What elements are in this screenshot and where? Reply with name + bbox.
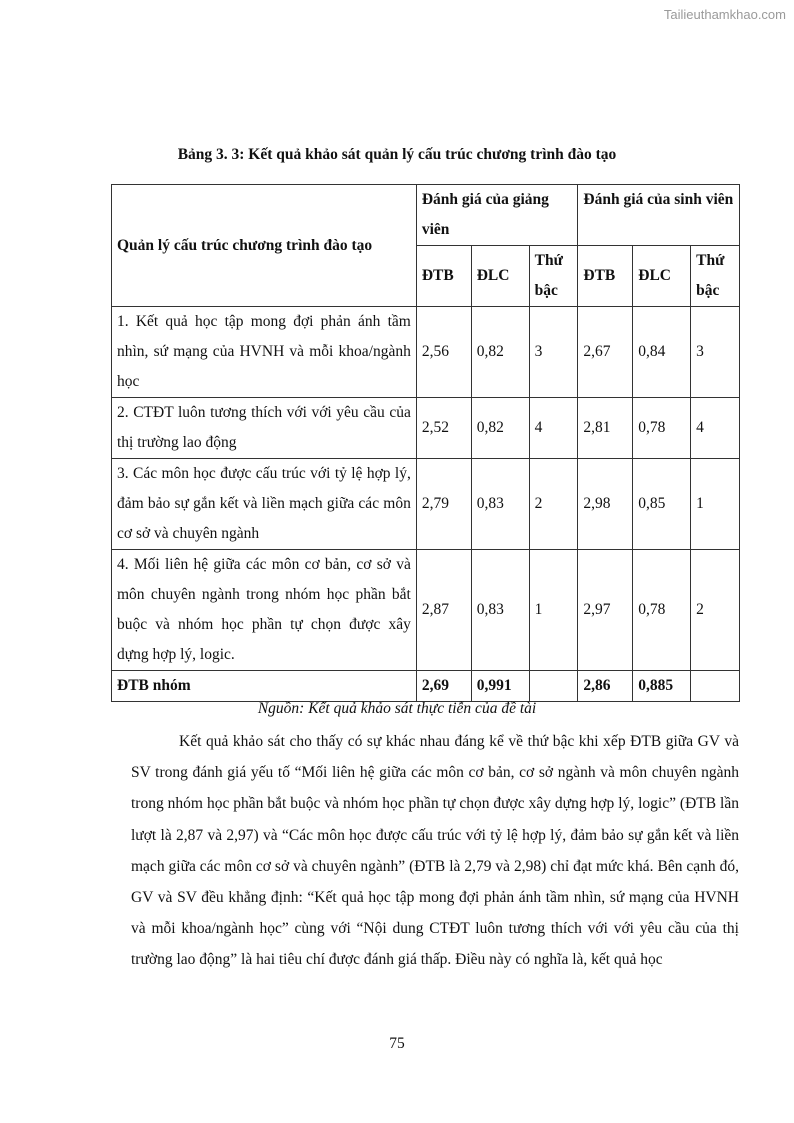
table-total-row [112, 671, 740, 702]
sv-rank-total-cell [691, 671, 740, 702]
gv-sd-cell: 0,82 [471, 398, 529, 459]
criterion-cell: 3. Các môn học được cấu trúc với tỷ lệ hợp lý, đảm bảo sự gắn kết và liền mạch giữa các môn cơ sở và chuyên ngành [112, 459, 417, 550]
table-source-note: Nguồn: Kết quả khảo sát thực tiễn của đề tài [257, 700, 537, 717]
col-sd-header: ĐLC [633, 246, 691, 307]
gv-mean-cell: 2,79 [416, 459, 471, 550]
gv-rank-cell: 4 [529, 398, 578, 459]
sv-mean-total-cell: 2,86 [578, 671, 633, 702]
gv-rank-cell: 3 [529, 307, 578, 398]
criterion-cell: 2. CTĐT luôn tương thích với với yêu cầu của thị trường lao động [112, 398, 417, 459]
col-mean-header: ĐTB [578, 246, 633, 307]
sv-mean-cell: 2,97 [578, 550, 633, 671]
page-number: 75 [389, 1035, 405, 1052]
sv-mean-cell: 2,67 [578, 307, 633, 398]
gv-sd-cell: 0,82 [471, 307, 529, 398]
gv-mean-cell: 2,52 [416, 398, 471, 459]
table-row [112, 398, 740, 459]
sv-rank-cell: 1 [691, 459, 740, 550]
total-label-cell: ĐTB nhóm [112, 671, 417, 702]
watermark: Tailieuthamkhao.com [663, 7, 786, 22]
gv-sd-cell: 0,83 [471, 550, 529, 671]
gv-sd-cell: 0,83 [471, 459, 529, 550]
gv-mean-cell: 2,56 [416, 307, 471, 398]
sv-mean-cell: 2,98 [578, 459, 633, 550]
sv-sd-cell: 0,85 [633, 459, 691, 550]
sv-sd-cell: 0,78 [633, 550, 691, 671]
gv-rank-cell: 2 [529, 459, 578, 550]
table-row [112, 307, 740, 398]
body-paragraph: Kết quả khảo sát cho thấy có sự khác nhau đáng kể về thứ bậc khi xếp ĐTB giữa GV và SV trong đánh giá yếu tố “Mối liên hệ giữa các môn cơ bản, cơ sở ngành và môn chuyên ngành trong nhóm học phần bắt buộc và nhóm học phần tự chọn được xây dựng hợp lý, logic” (ĐTB lần lượt là 2,87 và 2,97) và “Các môn học được cấu trúc với tỷ lệ hợp lý, đảm bảo sự gắn kết và liền mạch giữa các môn cơ sở và chuyên ngành” (ĐTB là 2,79 và 2,98) chỉ đạt mức khá. Bên cạnh đó, GV và SV đều khẳng định: “Kết quả học tập mong đợi phản ánh tầm nhìn, sứ mạng của HVNH và mỗi khoa/ngành học” cùng với “Nội dung CTĐT luôn tương thích với với yêu cầu của thị trường lao động” là hai tiêu chí được đánh giá thấp. Điều này có nghĩa là, kết quả học [131, 733, 739, 969]
criterion-cell: 4. Mối liên hệ giữa các môn cơ bản, cơ sở và môn chuyên ngành trong nhóm học phần bắt buộc và nhóm học phần tự chọn được xây dựng hợp lý, logic. [112, 550, 417, 671]
sv-sd-cell: 0,84 [633, 307, 691, 398]
table-row [112, 459, 740, 550]
table-header-row [112, 185, 740, 246]
gv-rank-total-cell [529, 671, 578, 702]
table-caption: Bảng 3. 3: Kết quả khảo sát quản lý cấu trúc chương trình đào tạo [177, 146, 617, 163]
criteria-header: Quản lý cấu trúc chương trình đào tạo [112, 185, 417, 307]
gv-sd-total-cell: 0,991 [471, 671, 529, 702]
sv-rank-cell: 3 [691, 307, 740, 398]
sv-sd-cell: 0,78 [633, 398, 691, 459]
col-sd-header: ĐLC [471, 246, 529, 307]
survey-table [111, 184, 740, 702]
sv-mean-cell: 2,81 [578, 398, 633, 459]
table-row [112, 550, 740, 671]
col-rank-header: Thứ bậc [529, 246, 578, 307]
group-header-student: Đánh giá của sinh viên [578, 185, 740, 246]
criterion-cell: 1. Kết quả học tập mong đợi phản ánh tầm nhìn, sứ mạng của HVNH và mỗi khoa/ngành học [112, 307, 417, 398]
sv-rank-cell: 2 [691, 550, 740, 671]
gv-mean-cell: 2,87 [416, 550, 471, 671]
sv-sd-total-cell: 0,885 [633, 671, 691, 702]
col-rank-header: Thứ bậc [691, 246, 740, 307]
col-mean-header: ĐTB [416, 246, 471, 307]
gv-rank-cell: 1 [529, 550, 578, 671]
sv-rank-cell: 4 [691, 398, 740, 459]
group-header-lecturer: Đánh giá của giảng viên [416, 185, 578, 246]
gv-mean-total-cell: 2,69 [416, 671, 471, 702]
